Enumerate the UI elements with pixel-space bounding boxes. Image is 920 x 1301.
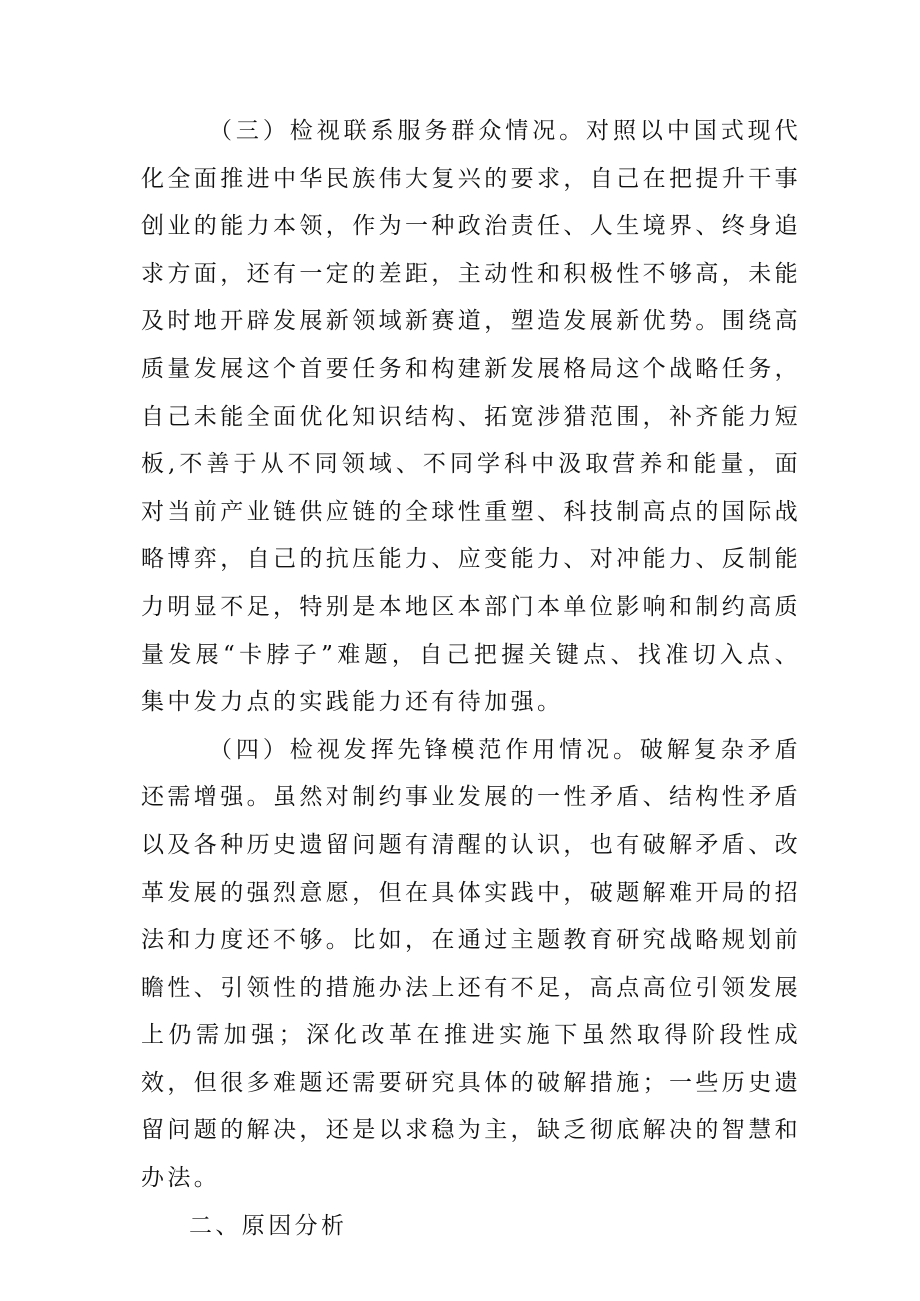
document-body [141,108,801,1250]
paragraph-section-four: （四）检视发挥先锋模范作用情况。破解复杂矛盾还需增强。虽然对制约事业发展的一性矛盾、结构性矛盾以及各种历史遗留问题有清醒的认识，也有破解矛盾、改革发展的强烈意愿，但在具体实践中，破题解难开局的招法和力度还不够。比如，在通过主题教育研究战略规划前瞻性、引领性的措施办法上还有不足，高点高位引领发展上仍需加强；深化改革在推进实施下虽然取得阶段性成效，但很多难题还需要研究具体的破解措施；一些历史遗留问题的解决，还是以求稳为主，缺乏彻底解决的智慧和办法。 [141,736,801,1192]
section-heading-cause-analysis: 二、原因分析 [189,1212,348,1239]
paragraph-section-three: （三）检视联系服务群众情况。对照以中国式现代化全面推进中华民族伟大复兴的要求，自己在把提升干事创业的能力本领，作为一种政治责任、人生境界、终身追求方面，还有一定的差距，主动性和积极性不够高，未能及时地开辟发展新领域新赛道，塑造发展新优势。围绕高质量发展这个首要任务和构建新发展格局这个战略任务，自己未能全面优化知识结构、拓宽涉猎范围，补齐能力短板,不善于从不同领域、不同学科中汲取营养和能量，面对当前产业链供应链的全球性重塑、科技制高点的国际战略博弈，自己的抗压能力、应变能力、对冲能力、反制能力明显不足，特别是本地区本部门本单位影响和制约高质量发展“卡脖子”难题，自己把握关键点、找准切入点、集中发力点的实践能力还有待加强。 [141,118,801,716]
